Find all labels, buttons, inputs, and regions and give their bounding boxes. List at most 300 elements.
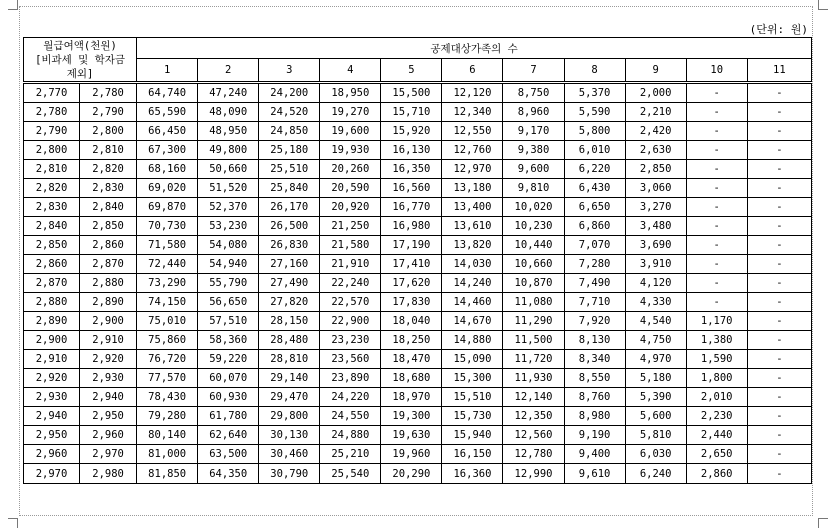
tax-cell: 23,230 [320,331,381,350]
tax-cell: 10,660 [503,255,564,274]
tax-cell: 24,880 [320,426,381,445]
page-corner-mark [818,0,828,10]
salary-to-cell: 2,810 [80,141,137,160]
tax-cell: 71,580 [137,236,198,255]
tax-cell: 17,410 [381,255,442,274]
table-row [24,236,812,255]
tax-cell: 54,080 [198,236,259,255]
tax-cell: 18,250 [381,331,442,350]
tax-cell: 2,000 [625,83,686,103]
table-row [24,445,812,464]
tax-cell: 24,850 [259,122,320,141]
tax-cell: 18,040 [381,312,442,331]
tax-cell: 29,800 [259,407,320,426]
tax-cell: 2,230 [686,407,747,426]
tax-cell: 56,650 [198,293,259,312]
tax-cell: 63,500 [198,445,259,464]
tax-cell: 12,120 [442,83,503,103]
tax-cell: - [686,198,747,217]
salary-to-cell: 2,850 [80,217,137,236]
tax-cell: 2,420 [625,122,686,141]
tax-cell: 16,150 [442,445,503,464]
salary-to-cell: 2,790 [80,103,137,122]
tax-cell: 11,500 [503,331,564,350]
tax-cell: 10,870 [503,274,564,293]
table-row [24,331,812,350]
tax-cell: - [686,83,747,103]
tax-cell: - [686,236,747,255]
tax-cell: 72,440 [137,255,198,274]
tax-cell: 54,940 [198,255,259,274]
tax-cell: - [747,103,811,122]
tax-cell: 17,830 [381,293,442,312]
tax-cell: - [747,369,811,388]
tax-cell: 28,480 [259,331,320,350]
tax-cell: 15,730 [442,407,503,426]
tax-cell: - [686,179,747,198]
salary-to-cell: 2,930 [80,369,137,388]
table-row [24,350,812,369]
tax-cell: 1,800 [686,369,747,388]
salary-to-cell: 2,830 [80,179,137,198]
tax-cell: 70,730 [137,217,198,236]
tax-cell: 4,540 [625,312,686,331]
tax-cell: 9,610 [564,464,625,484]
tax-cell: 13,820 [442,236,503,255]
tax-cell: 12,780 [503,445,564,464]
table-row [24,255,812,274]
tax-cell: - [686,160,747,179]
tax-cell: - [747,198,811,217]
table-row [24,274,812,293]
salary-to-cell: 2,880 [80,274,137,293]
family-count-header: 8 [564,59,625,83]
tax-cell: 7,490 [564,274,625,293]
salary-to-cell: 2,950 [80,407,137,426]
tax-cell: 12,990 [503,464,564,484]
tax-cell: 3,270 [625,198,686,217]
tax-cell: 2,650 [686,445,747,464]
tax-cell: 57,510 [198,312,259,331]
salary-from-cell: 2,940 [24,407,80,426]
tax-cell: 5,390 [625,388,686,407]
table-row [24,464,812,484]
tax-cell: - [747,141,811,160]
table-row [24,179,812,198]
salary-from-cell: 2,860 [24,255,80,274]
tax-cell: - [747,122,811,141]
tax-cell: 6,010 [564,141,625,160]
tax-cell: 64,350 [198,464,259,484]
tax-cell: 1,380 [686,331,747,350]
unit-note: (단위: 원) [749,23,808,36]
tax-cell: 66,450 [137,122,198,141]
tax-cell: 14,240 [442,274,503,293]
tax-cell: 8,960 [503,103,564,122]
tax-cell: 21,250 [320,217,381,236]
tax-cell: 22,240 [320,274,381,293]
family-count-header: 7 [503,59,564,83]
tax-cell: 30,790 [259,464,320,484]
salary-from-cell: 2,810 [24,160,80,179]
tax-cell: 5,800 [564,122,625,141]
tax-cell: 7,710 [564,293,625,312]
salary-from-cell: 2,790 [24,122,80,141]
tax-cell: 60,930 [198,388,259,407]
table-row [24,388,812,407]
tax-cell: 10,020 [503,198,564,217]
tax-cell: 18,950 [320,83,381,103]
tax-cell: 49,800 [198,141,259,160]
table-row [24,122,812,141]
salary-to-cell: 2,860 [80,236,137,255]
tax-cell: 24,550 [320,407,381,426]
salary-from-cell: 2,770 [24,83,80,103]
tax-cell: 13,180 [442,179,503,198]
tax-cell: 61,780 [198,407,259,426]
salary-to-cell: 2,910 [80,331,137,350]
salary-to-cell: 2,900 [80,312,137,331]
tax-cell: 7,920 [564,312,625,331]
tax-cell: 80,140 [137,426,198,445]
tax-cell: 52,370 [198,198,259,217]
salary-from-cell: 2,880 [24,293,80,312]
tax-cell: - [747,350,811,369]
tax-cell: 16,980 [381,217,442,236]
tax-cell: 29,470 [259,388,320,407]
tax-cell: 8,550 [564,369,625,388]
tax-cell: 2,850 [625,160,686,179]
tax-cell: 19,960 [381,445,442,464]
salary-to-cell: 2,800 [80,122,137,141]
tax-cell: 55,790 [198,274,259,293]
tax-cell: - [686,217,747,236]
tax-cell: 2,440 [686,426,747,445]
tax-cell: 50,660 [198,160,259,179]
tax-cell: 15,510 [442,388,503,407]
tax-cell: 4,970 [625,350,686,369]
tax-cell: 20,260 [320,160,381,179]
tax-cell: 26,170 [259,198,320,217]
tax-cell: 30,130 [259,426,320,445]
tax-cell: 25,540 [320,464,381,484]
family-count-header: 4 [320,59,381,83]
tax-cell: 24,220 [320,388,381,407]
tax-cell: 12,560 [503,426,564,445]
family-count-header: 6 [442,59,503,83]
table-row [24,369,812,388]
tax-cell: 76,720 [137,350,198,369]
tax-cell: 8,750 [503,83,564,103]
table-row [24,198,812,217]
tax-cell: 20,590 [320,179,381,198]
tax-table-body [24,83,812,484]
tax-cell: 79,280 [137,407,198,426]
tax-cell: 6,240 [625,464,686,484]
tax-cell: 6,650 [564,198,625,217]
salary-to-cell: 2,960 [80,426,137,445]
salary-to-cell: 2,980 [80,464,137,484]
tax-cell: 11,930 [503,369,564,388]
tax-cell: 69,020 [137,179,198,198]
tax-cell: - [747,388,811,407]
tax-cell: 14,460 [442,293,503,312]
salary-from-cell: 2,820 [24,179,80,198]
table-row [24,312,812,331]
tax-cell: - [747,255,811,274]
tax-cell: 26,500 [259,217,320,236]
tax-cell: 53,230 [198,217,259,236]
tax-cell: 9,600 [503,160,564,179]
tax-cell: 17,190 [381,236,442,255]
tax-cell: - [747,312,811,331]
tax-cell: - [686,141,747,160]
tax-cell: - [747,293,811,312]
tax-cell: - [747,426,811,445]
salary-from-cell: 2,900 [24,331,80,350]
tax-cell: 11,290 [503,312,564,331]
salary-header-line: 제외] [66,67,94,80]
tax-cell: 9,190 [564,426,625,445]
tax-cell: 10,440 [503,236,564,255]
tax-cell: 15,920 [381,122,442,141]
tax-cell: 6,860 [564,217,625,236]
page-corner-mark [8,0,18,10]
tax-cell: 4,120 [625,274,686,293]
salary-range-header [24,38,137,83]
tax-cell: - [686,103,747,122]
tax-cell: 4,750 [625,331,686,350]
tax-cell: 14,880 [442,331,503,350]
tax-cell: 8,760 [564,388,625,407]
tax-cell: 65,590 [137,103,198,122]
tax-cell: - [686,122,747,141]
tax-cell: 64,740 [137,83,198,103]
tax-cell: 19,300 [381,407,442,426]
tax-cell: 4,330 [625,293,686,312]
tax-cell: 62,640 [198,426,259,445]
tax-cell: 24,200 [259,83,320,103]
tax-cell: 3,480 [625,217,686,236]
tax-cell: 7,070 [564,236,625,255]
tax-cell: 23,890 [320,369,381,388]
tax-cell: 8,980 [564,407,625,426]
tax-cell: 17,620 [381,274,442,293]
tax-cell: 16,360 [442,464,503,484]
tax-cell: 81,000 [137,445,198,464]
tax-cell: 9,400 [564,445,625,464]
tax-cell: 81,850 [137,464,198,484]
table-row [24,293,812,312]
table-row [24,407,812,426]
tax-cell: 2,860 [686,464,747,484]
tax-cell: 18,470 [381,350,442,369]
salary-to-cell: 2,940 [80,388,137,407]
tax-cell: 15,500 [381,83,442,103]
tax-cell: 15,940 [442,426,503,445]
tax-cell: 25,210 [320,445,381,464]
tax-cell: 74,150 [137,293,198,312]
tax-cell: 12,140 [503,388,564,407]
tax-cell: - [747,83,811,103]
tax-cell: 12,970 [442,160,503,179]
tax-cell: 13,610 [442,217,503,236]
tax-cell: 11,080 [503,293,564,312]
tax-cell: - [747,236,811,255]
tax-cell: 1,170 [686,312,747,331]
salary-to-cell: 2,920 [80,350,137,369]
tax-cell: 25,840 [259,179,320,198]
tax-cell: 60,070 [198,369,259,388]
salary-from-cell: 2,780 [24,103,80,122]
tax-cell: 22,570 [320,293,381,312]
tax-cell: 12,340 [442,103,503,122]
tax-cell: 12,550 [442,122,503,141]
tax-cell: - [747,445,811,464]
tax-cell: 27,820 [259,293,320,312]
tax-cell: 48,090 [198,103,259,122]
family-count-header: 10 [686,59,747,83]
tax-cell: 9,170 [503,122,564,141]
salary-from-cell: 2,930 [24,388,80,407]
tax-cell: 59,220 [198,350,259,369]
salary-to-cell: 2,780 [80,83,137,103]
tax-cell: 48,950 [198,122,259,141]
tax-cell: 29,140 [259,369,320,388]
tax-cell: 18,680 [381,369,442,388]
tax-cell: 1,590 [686,350,747,369]
tax-cell: 30,460 [259,445,320,464]
tax-cell: 6,430 [564,179,625,198]
salary-from-cell: 2,910 [24,350,80,369]
tax-cell: 14,670 [442,312,503,331]
salary-from-cell: 2,840 [24,217,80,236]
salary-from-cell: 2,870 [24,274,80,293]
tax-cell: 13,400 [442,198,503,217]
tax-cell: 47,240 [198,83,259,103]
family-count-header: 1 [137,59,198,83]
tax-cell: 20,290 [381,464,442,484]
salary-from-cell: 2,920 [24,369,80,388]
tax-cell: 8,340 [564,350,625,369]
salary-to-cell: 2,970 [80,445,137,464]
tax-cell: 15,300 [442,369,503,388]
salary-to-cell: 2,840 [80,198,137,217]
tax-cell: 27,160 [259,255,320,274]
tax-cell: 21,910 [320,255,381,274]
tax-cell: - [747,464,811,484]
tax-cell: - [747,407,811,426]
tax-cell: 75,010 [137,312,198,331]
tax-cell: 69,870 [137,198,198,217]
tax-cell: 24,520 [259,103,320,122]
tax-cell: 19,600 [320,122,381,141]
salary-from-cell: 2,800 [24,141,80,160]
tax-cell: 19,930 [320,141,381,160]
tax-cell: 16,130 [381,141,442,160]
tax-cell: 15,710 [381,103,442,122]
tax-cell: 23,560 [320,350,381,369]
tax-cell: 3,910 [625,255,686,274]
tax-cell: 5,590 [564,103,625,122]
page-corner-mark [818,518,828,528]
tax-cell: 28,150 [259,312,320,331]
tax-cell: 3,690 [625,236,686,255]
tax-cell: 9,810 [503,179,564,198]
tax-cell: 77,570 [137,369,198,388]
tax-cell: 5,600 [625,407,686,426]
table-row [24,141,812,160]
tax-cell: 6,220 [564,160,625,179]
tax-cell: - [686,274,747,293]
tax-cell: 73,290 [137,274,198,293]
tax-cell: 5,180 [625,369,686,388]
salary-from-cell: 2,830 [24,198,80,217]
tax-cell: 2,010 [686,388,747,407]
tax-cell: 8,130 [564,331,625,350]
table-row [24,103,812,122]
tax-cell: 10,230 [503,217,564,236]
tax-cell: 51,520 [198,179,259,198]
tax-cell: 20,920 [320,198,381,217]
family-count-header: 11 [747,59,811,83]
salary-from-cell: 2,970 [24,464,80,484]
tax-cell: 58,360 [198,331,259,350]
tax-cell: 16,560 [381,179,442,198]
salary-header-line: [비과세 및 학자금 [35,53,126,66]
tax-cell: 2,630 [625,141,686,160]
tax-cell: 19,630 [381,426,442,445]
tax-cell: - [747,217,811,236]
salary-from-cell: 2,890 [24,312,80,331]
tax-cell: 22,900 [320,312,381,331]
withholding-tax-table [23,37,812,484]
tax-cell: - [686,293,747,312]
family-count-group-header: 공제대상가족의 수 [137,38,812,59]
tax-cell: 3,060 [625,179,686,198]
tax-cell: 27,490 [259,274,320,293]
tax-cell: 5,370 [564,83,625,103]
tax-cell: 16,350 [381,160,442,179]
family-count-header: 9 [625,59,686,83]
tax-cell: 19,270 [320,103,381,122]
tax-cell: 25,510 [259,160,320,179]
page-corner-mark [8,518,18,528]
tax-cell: 6,030 [625,445,686,464]
salary-to-cell: 2,890 [80,293,137,312]
tax-cell: 26,830 [259,236,320,255]
salary-from-cell: 2,960 [24,445,80,464]
salary-from-cell: 2,950 [24,426,80,445]
table-row [24,83,812,103]
tax-cell: 16,770 [381,198,442,217]
tax-cell: 21,580 [320,236,381,255]
tax-cell: 75,860 [137,331,198,350]
family-count-header: 2 [198,59,259,83]
family-count-header-row [24,59,812,83]
tax-cell: 25,180 [259,141,320,160]
tax-cell: 2,210 [625,103,686,122]
salary-to-cell: 2,870 [80,255,137,274]
salary-to-cell: 2,820 [80,160,137,179]
family-count-header: 3 [259,59,320,83]
tax-cell: - [747,179,811,198]
tax-cell: - [747,274,811,293]
table-row [24,160,812,179]
tax-cell: 12,760 [442,141,503,160]
tax-cell: 15,090 [442,350,503,369]
tax-cell: - [747,331,811,350]
